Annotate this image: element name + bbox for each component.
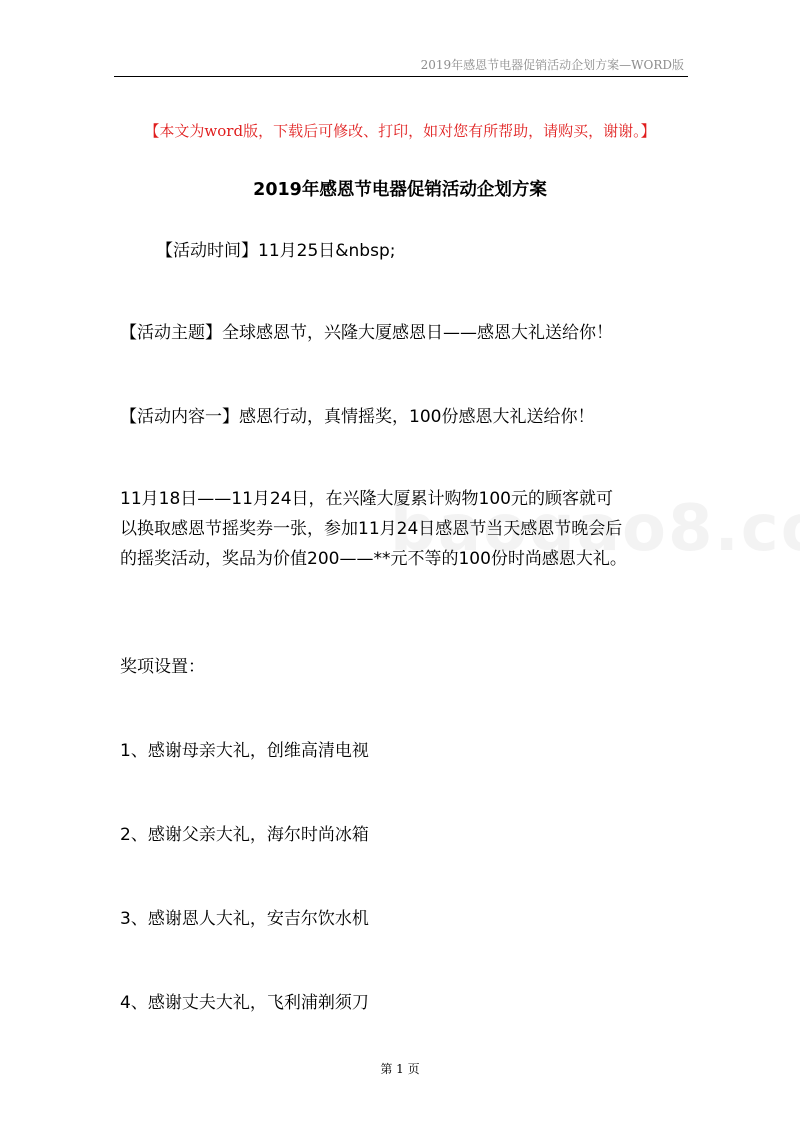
- download-notice: 【本文为word版，下载后可修改、打印，如对您有所帮助，请购买，谢谢。】: [144, 122, 656, 140]
- header-running-title: 2019年感恩节电器促销活动企划方案—WORD版: [420, 58, 684, 72]
- description-line: 以换取感恩节摇奖券一张，参加11月24日感恩节当天感恩节晚会后: [120, 519, 623, 539]
- prize-item: 2、感谢父亲大礼，海尔时尚冰箱: [120, 825, 369, 845]
- activity-content-paragraph: 【活动内容一】感恩行动，真情摇奖，100份感恩大礼送给你！: [120, 407, 595, 427]
- prize-item: 4、感谢丈夫大礼，飞利浦剃须刀: [120, 993, 369, 1013]
- prize-item: 3、感谢恩人大礼，安吉尔饮水机: [120, 909, 369, 929]
- prize-heading: 奖项设置：: [120, 657, 205, 677]
- document-title: 2019年感恩节电器促销活动企划方案: [253, 180, 547, 200]
- description-line: 的摇奖活动，奖品为价值200——**元不等的100份时尚感恩大礼。: [120, 549, 627, 569]
- description-line: 11月18日——11月24日，在兴隆大厦累计购物100元的顾客就可: [120, 489, 613, 509]
- prize-item: 1、感谢母亲大礼，创维高清电视: [120, 741, 369, 761]
- page-number: 第 1 页: [380, 1062, 420, 1076]
- page-header: [114, 52, 688, 77]
- watermark: [390, 492, 800, 566]
- activity-time-paragraph: 【活动时间】11月25日&nbsp;: [156, 241, 396, 261]
- activity-theme-paragraph: 【活动主题】全球感恩节，兴隆大厦感恩日——感恩大礼送给你！: [120, 323, 613, 343]
